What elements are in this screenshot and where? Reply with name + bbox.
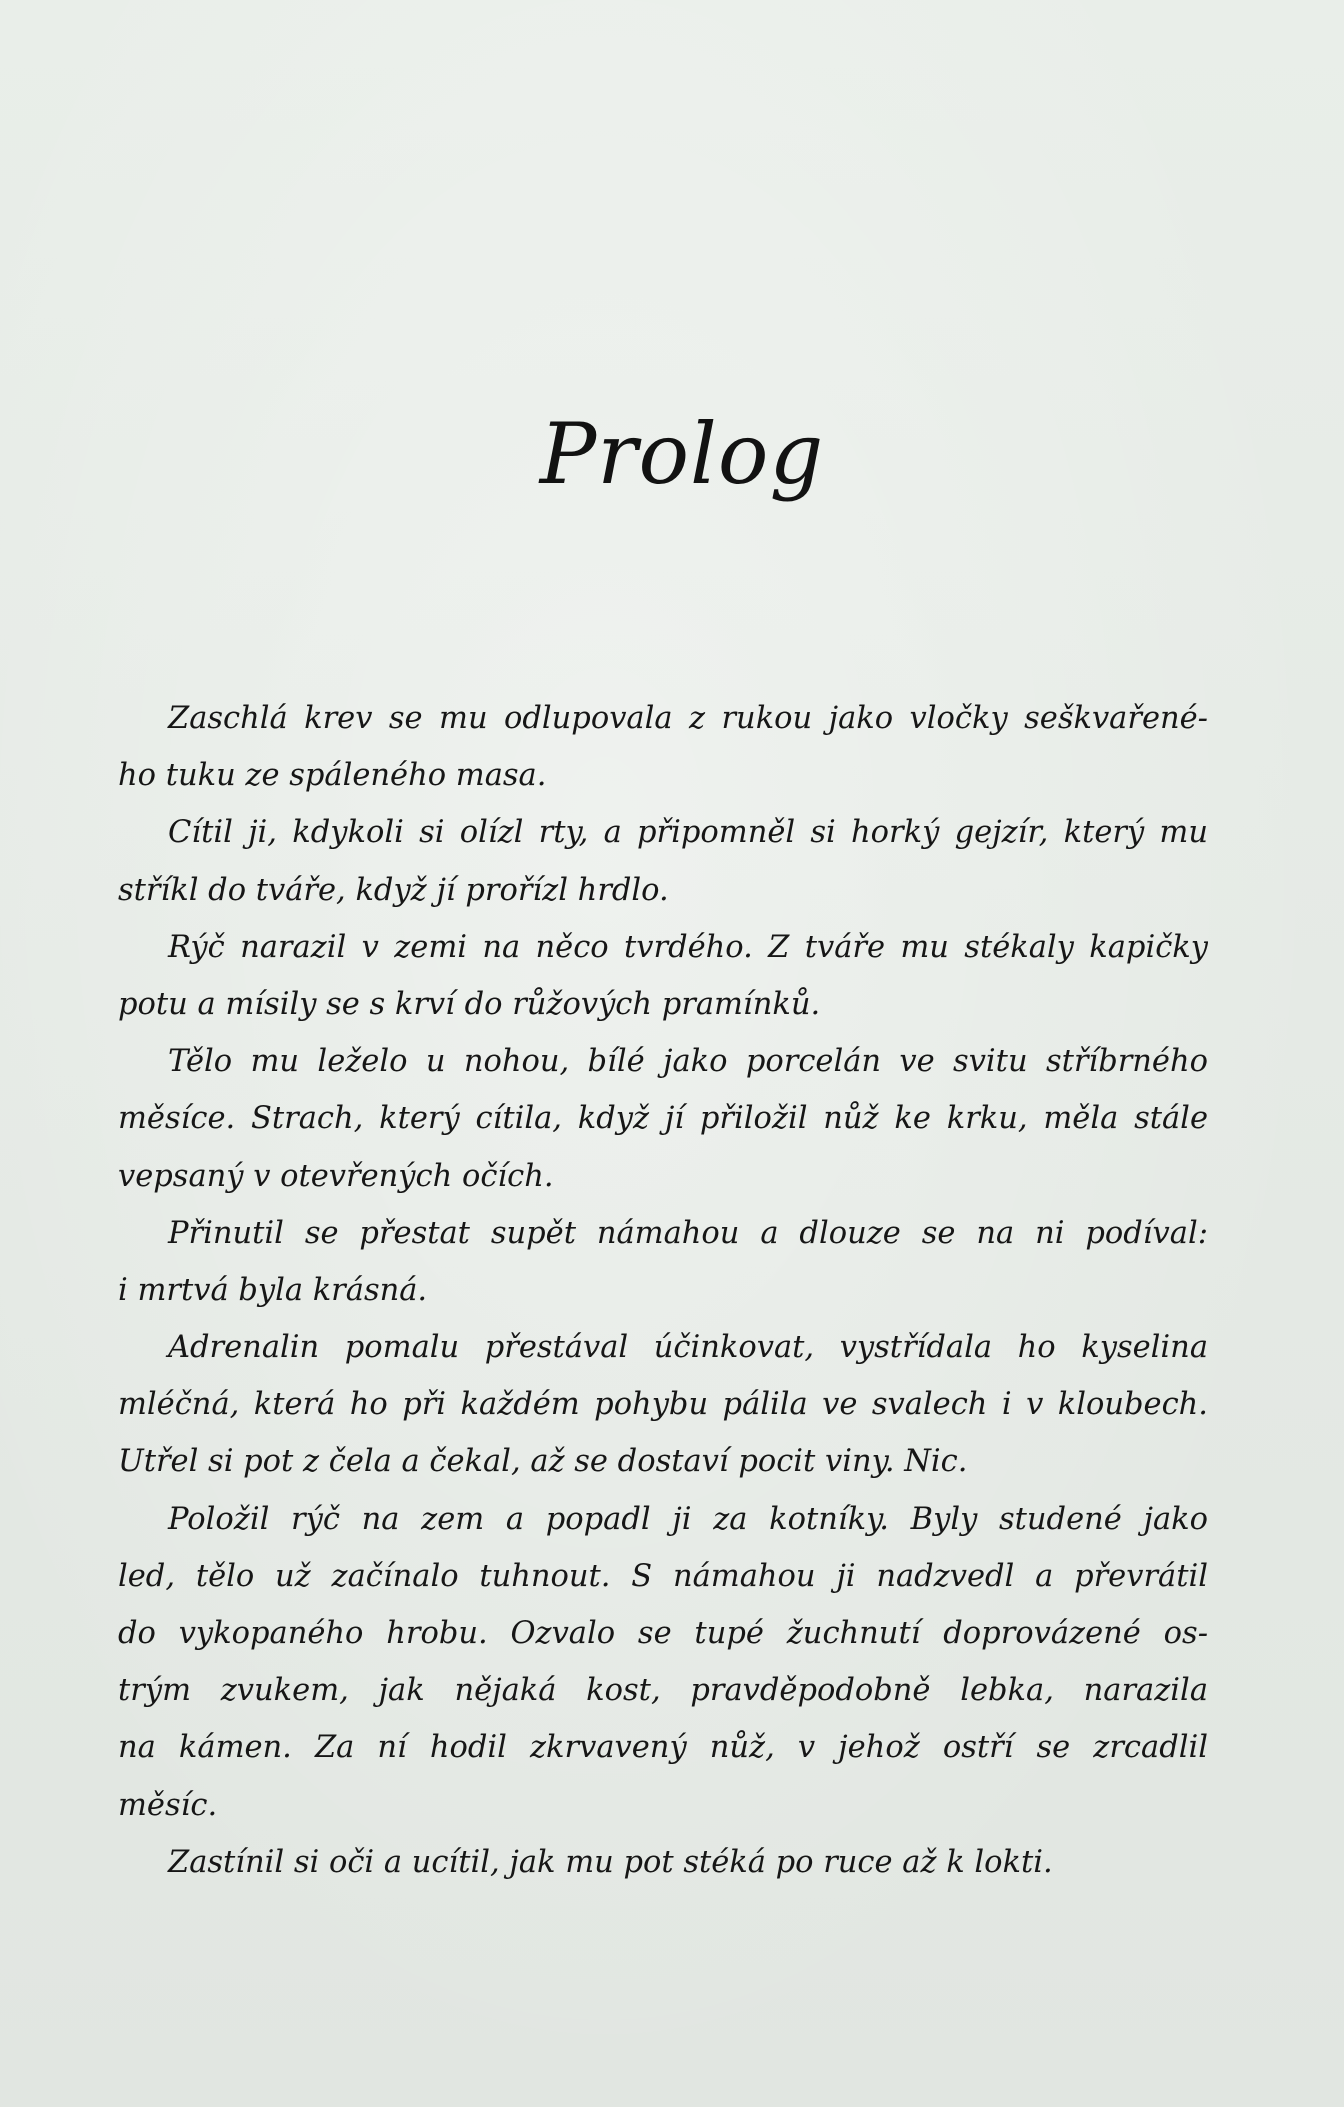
text-line: Tělo mu leželo u nohou, bílé jako porcelán ve svitu stříbrného — [168, 1044, 1208, 1080]
text-line: vepsaný v otevřených očích. — [118, 1158, 554, 1194]
text-line: do vykopaného hrobu. Ozvalo se tupé žuchnutí doprovázené os- — [118, 1616, 1208, 1651]
chapter-title: Prolog — [539, 405, 825, 503]
text-line: Zastínil si oči a ucítil, jak mu pot stéká po ruce až k lokti. — [168, 1844, 1053, 1880]
text-line: Adrenalin pomalu přestával účinkovat, vystřídala ho kyselina — [168, 1330, 1208, 1366]
text-line: mléčná, která ho při každém pohybu pálila ve svalech i v kloubech. — [118, 1387, 1208, 1423]
text-line: Cítil ji, kdykoli si olízl rty, a připomněl si horký gejzír, který mu — [168, 815, 1208, 851]
text-line: i mrtvá byla krásná. — [118, 1272, 428, 1308]
text-line: Rýč narazil v zemi na něco tvrdého. Z tváře mu stékaly kapičky — [168, 929, 1208, 965]
text-line: Přinutil se přestat supět námahou a dlouze se na ni podíval: — [168, 1215, 1208, 1251]
text-line: měsíc. — [118, 1787, 218, 1823]
text-line: na kámen. Za ní hodil zkrvavený nůž, v jehož ostří se zrcadlil — [118, 1730, 1208, 1766]
text-line: potu a mísily se s krví do růžových pramínků. — [118, 986, 821, 1022]
text-line: Zaschlá krev se mu odlupovala z rukou jako vločky seškvařené- — [168, 701, 1208, 736]
text-line: ho tuku ze spáleného masa. — [118, 758, 547, 794]
text-line: trým zvukem, jak nějaká kost, pravděpodobně lebka, narazila — [118, 1673, 1208, 1709]
text-line: led, tělo už začínalo tuhnout. S námahou ji nadzvedl a převrátil — [118, 1558, 1208, 1594]
text-line: měsíce. Strach, který cítila, když jí přiložil nůž ke krku, měla stále — [118, 1101, 1208, 1137]
text-line: Položil rýč na zem a popadl ji za kotníky. Byly studené jako — [168, 1501, 1208, 1537]
text-line: stříkl do tváře, když jí prořízl hrdlo. — [118, 872, 669, 908]
text-line: Utřel si pot z čela a čekal, až se dostaví pocit viny. Nic. — [118, 1444, 968, 1480]
prologue-text — [118, 690, 1208, 1891]
